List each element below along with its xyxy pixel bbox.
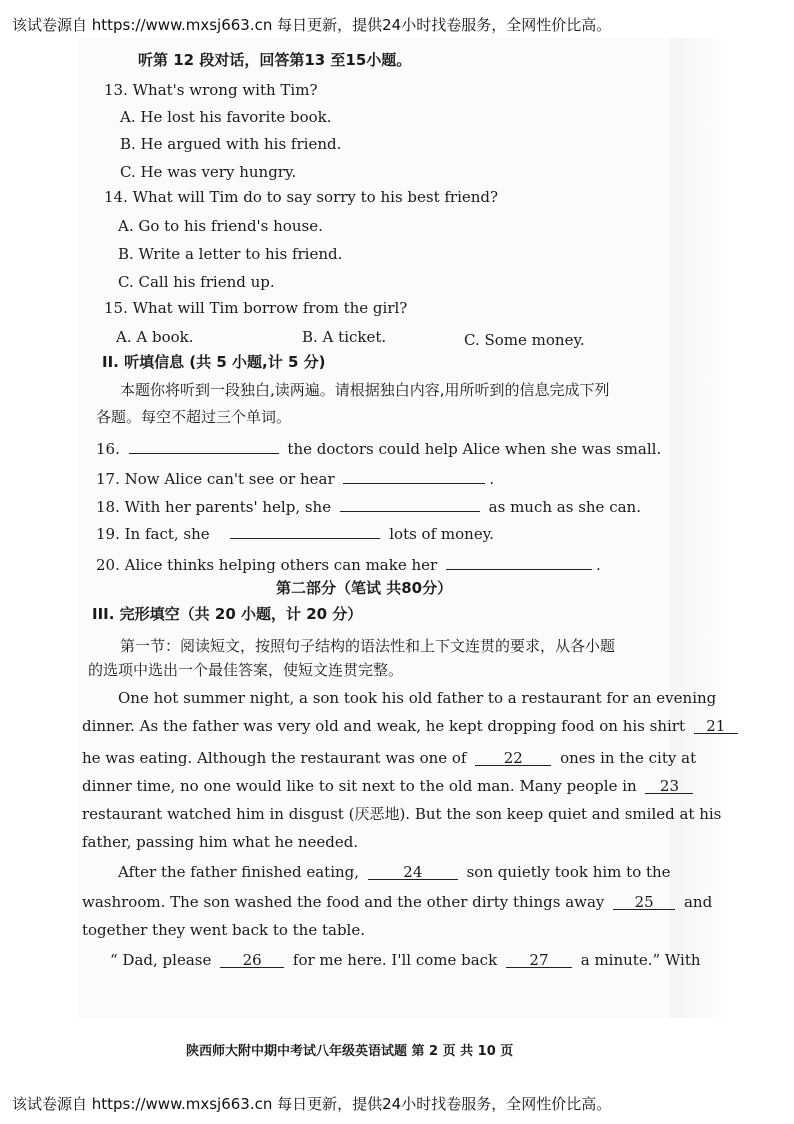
passage-line-5: restaurant watched him in disgust (厌恶地). But the son keep quiet and smiled at his <box>82 805 722 823</box>
section-2-instruction-line2: 各题。每空不超过三个单词。 <box>96 408 292 426</box>
q16-text: the doctors could help Alice when she was small. <box>287 440 662 458</box>
blank-24[interactable]: 24 <box>368 862 458 880</box>
passage-line-3 <box>82 748 696 768</box>
q20-text: 20. Alice thinks helping others can make her <box>96 556 438 574</box>
q13-option-b: B. He argued with his friend. <box>120 135 342 153</box>
passage-line-7 <box>118 862 671 882</box>
section-2-instruction-line1: 本题你将听到一段独白,读两遍。请根据独白内容,用所听到的信息完成下列 <box>120 381 610 399</box>
source-banner-bottom: 该试卷源自 https://www.mxsj663.cn 每日更新，提供24小时找卷服务，全网性价比高。 <box>12 1095 612 1113</box>
section-3-instruction-line1: 第一节：阅读短文，按照句子结构的语法性和上下文连贯的要求，从各小题 <box>120 637 616 655</box>
page-footer: 陕西师大附中期中考试八年级英语试题 第 2 页 共 10 页 <box>186 1044 514 1059</box>
passage-line-10 <box>110 950 701 970</box>
passage-text: a minute.” With <box>580 951 701 969</box>
listening-instruction: 听第 12 段对话，回答第13 至15小题。 <box>138 51 412 69</box>
passage-line-6: father, passing him what he needed. <box>82 833 359 851</box>
passage-text: for me here. I'll come back <box>292 951 498 969</box>
blank-23[interactable]: 23 <box>645 776 693 794</box>
q14-stem: 14. What will Tim do to say sorry to his best friend? <box>104 188 499 206</box>
q14-option-b: B. Write a letter to his friend. <box>118 245 343 263</box>
passage-text: ones in the city at <box>560 749 697 767</box>
q20-end: . <box>595 556 601 574</box>
blank-26[interactable]: 26 <box>220 950 284 968</box>
source-banner-top: 该试卷源自 https://www.mxsj663.cn 每日更新，提供24小时找卷服务，全网性价比高。 <box>12 16 612 34</box>
passage-text: washroom. The son washed the food and the other dirty things away <box>82 893 605 911</box>
part-2-title: 第二部分（笔试 共80分） <box>276 579 453 597</box>
q20-answer-blank[interactable] <box>446 552 592 570</box>
q17-answer-blank[interactable] <box>343 466 485 484</box>
q17-end: . <box>489 470 495 488</box>
passage-line-4 <box>82 776 697 796</box>
q16 <box>96 436 661 459</box>
q15-option-b: B. A ticket. <box>302 328 387 346</box>
q19 <box>96 521 494 544</box>
passage-line-9: together they went back to the table. <box>82 921 366 939</box>
q18-answer-blank[interactable] <box>340 494 480 512</box>
passage-text: After the father finished eating, <box>118 863 360 881</box>
q19-end: lots of money. <box>389 525 494 543</box>
blank-22[interactable]: 22 <box>475 748 551 766</box>
q17-text: 17. Now Alice can't see or hear <box>96 470 335 488</box>
passage-text: he was eating. Although the restaurant was one of <box>82 749 467 767</box>
q16-number: 16. <box>96 440 120 458</box>
q16-answer-blank[interactable] <box>129 436 279 454</box>
q20 <box>96 552 601 575</box>
scan-shadow <box>670 38 730 1018</box>
q13-option-c: C. He was very hungry. <box>120 163 297 181</box>
q14-option-a: A. Go to his friend's house. <box>118 217 323 235</box>
q19-text: 19. In fact, she <box>96 525 210 543</box>
q17 <box>96 466 494 489</box>
section-2-title: II. 听填信息 (共 5 小题,计 5 分) <box>102 353 326 371</box>
blank-25[interactable]: 25 <box>613 892 675 910</box>
q14-option-c: C. Call his friend up. <box>118 273 275 291</box>
section-3-instruction-line2: 的选项中选出一个最佳答案，使短文连贯完整。 <box>88 661 404 679</box>
passage-text: dinner time, no one would like to sit next to the old man. Many people in <box>82 777 637 795</box>
passage-text: and <box>683 893 713 911</box>
q15-stem: 15. What will Tim borrow from the girl? <box>104 299 408 317</box>
passage-line-2 <box>82 716 742 736</box>
q18-end: as much as she can. <box>488 498 641 516</box>
passage-text: “ Dad, please <box>110 951 212 969</box>
q18 <box>96 494 641 517</box>
passage-line-1: One hot summer night, a son took his old father to a restaurant for an evening <box>118 689 717 707</box>
passage-text: dinner. As the father was very old and weak, he kept dropping food on his shirt <box>82 717 685 735</box>
q18-text: 18. With her parents' help, she <box>96 498 332 516</box>
blank-27[interactable]: 27 <box>506 950 572 968</box>
q13-stem: 13. What's wrong with Tim? <box>104 81 318 99</box>
passage-text: son quietly took him to the <box>466 863 671 881</box>
q13-option-a: A. He lost his favorite book. <box>120 108 332 126</box>
q15-option-c: C. Some money. <box>464 331 585 349</box>
blank-21[interactable]: 21 <box>694 716 738 734</box>
section-3-title: III. 完形填空（共 20 小题，计 20 分） <box>92 605 363 623</box>
q19-answer-blank[interactable] <box>230 521 380 539</box>
passage-line-8 <box>82 892 712 912</box>
q15-option-a: A. A book. <box>116 328 194 346</box>
